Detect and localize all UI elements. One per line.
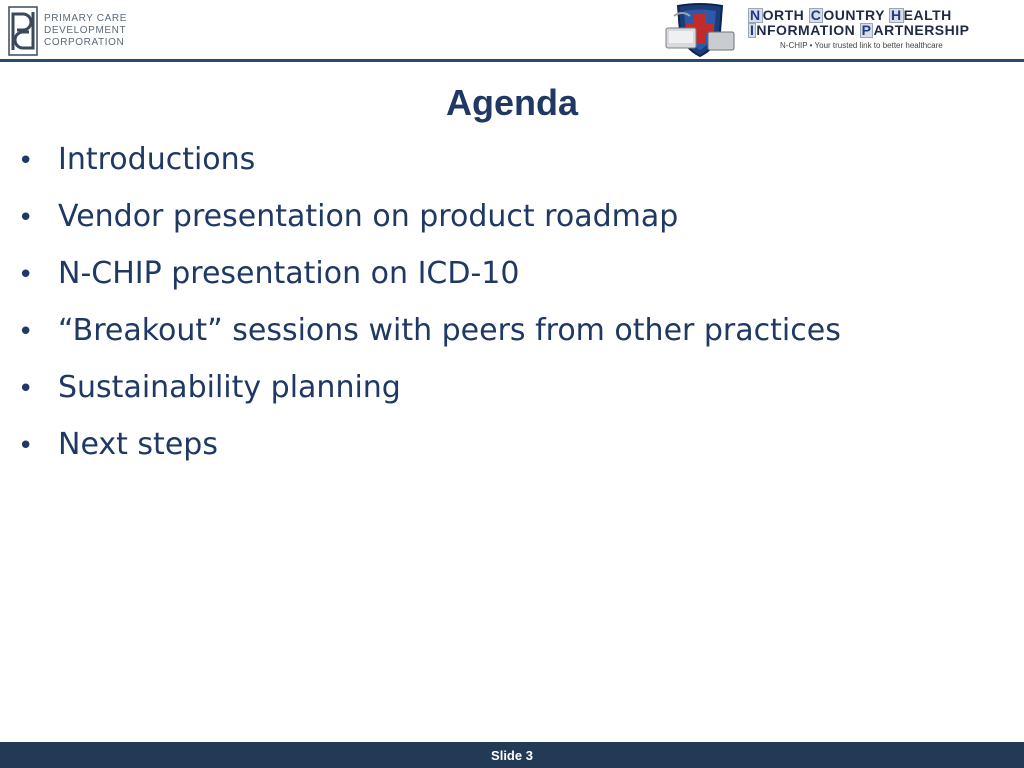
nchip-word-orth: ORTH <box>762 7 809 23</box>
nchip-tagline: N-CHIP • Your trusted link to better healthcare <box>780 41 943 50</box>
agenda-item <box>18 427 841 484</box>
agenda-item <box>18 142 841 199</box>
slide-number: Slide 3 <box>491 747 533 763</box>
agenda-item-text: Next steps <box>58 427 218 462</box>
nchip-logo <box>662 2 1018 58</box>
pcdc-line-2: DEVELOPMENT <box>44 25 127 36</box>
slide-header <box>0 0 1024 62</box>
bullet-icon: • <box>18 203 34 233</box>
pcdc-line-1: PRIMARY CARE <box>44 13 127 24</box>
bullet-icon: • <box>18 260 34 290</box>
nchip-logo-text <box>748 8 1020 50</box>
nchip-word-artnership: ARTNERSHIP <box>873 22 970 38</box>
slide-title: Agenda <box>445 82 578 123</box>
pcdc-logo-text <box>44 13 127 49</box>
slide-footer <box>0 742 1024 768</box>
agenda-item <box>18 370 841 427</box>
nchip-cap-h: H <box>891 7 902 23</box>
nchip-word-ealth: EALTH <box>903 7 952 23</box>
nchip-cap-c: C <box>810 7 822 23</box>
bullet-icon: • <box>18 374 34 404</box>
agenda-item <box>18 199 841 256</box>
nchip-cap-n: N <box>750 7 761 23</box>
nchip-word-ountry: OUNTRY <box>823 7 890 23</box>
agenda-item <box>18 256 841 313</box>
nchip-cap-p: P <box>861 22 872 38</box>
nchip-name-line-1 <box>748 8 1020 23</box>
agenda-item <box>18 313 841 370</box>
agenda-item-text: N-CHIP presentation on ICD-10 <box>58 256 520 291</box>
agenda-item-text: Introductions <box>58 142 256 177</box>
agenda-list <box>18 142 841 484</box>
bullet-icon: • <box>18 146 34 176</box>
nchip-cap-i: I <box>750 22 755 38</box>
bullet-icon: • <box>18 431 34 461</box>
agenda-item-text: Sustainability planning <box>58 370 401 405</box>
agenda-item-text: “Breakout” sessions with peers from other practices <box>58 313 841 348</box>
nchip-word-nformation: NFORMATION <box>756 22 860 38</box>
pcdc-logo-icon <box>8 6 38 56</box>
pcdc-line-3: CORPORATION <box>44 37 125 48</box>
nchip-name-line-2 <box>748 23 1020 38</box>
bullet-icon: • <box>18 317 34 347</box>
agenda-item-text: Vendor presentation on product roadmap <box>58 199 679 234</box>
pcdc-logo <box>8 6 127 56</box>
nchip-shield-icon <box>664 2 736 58</box>
